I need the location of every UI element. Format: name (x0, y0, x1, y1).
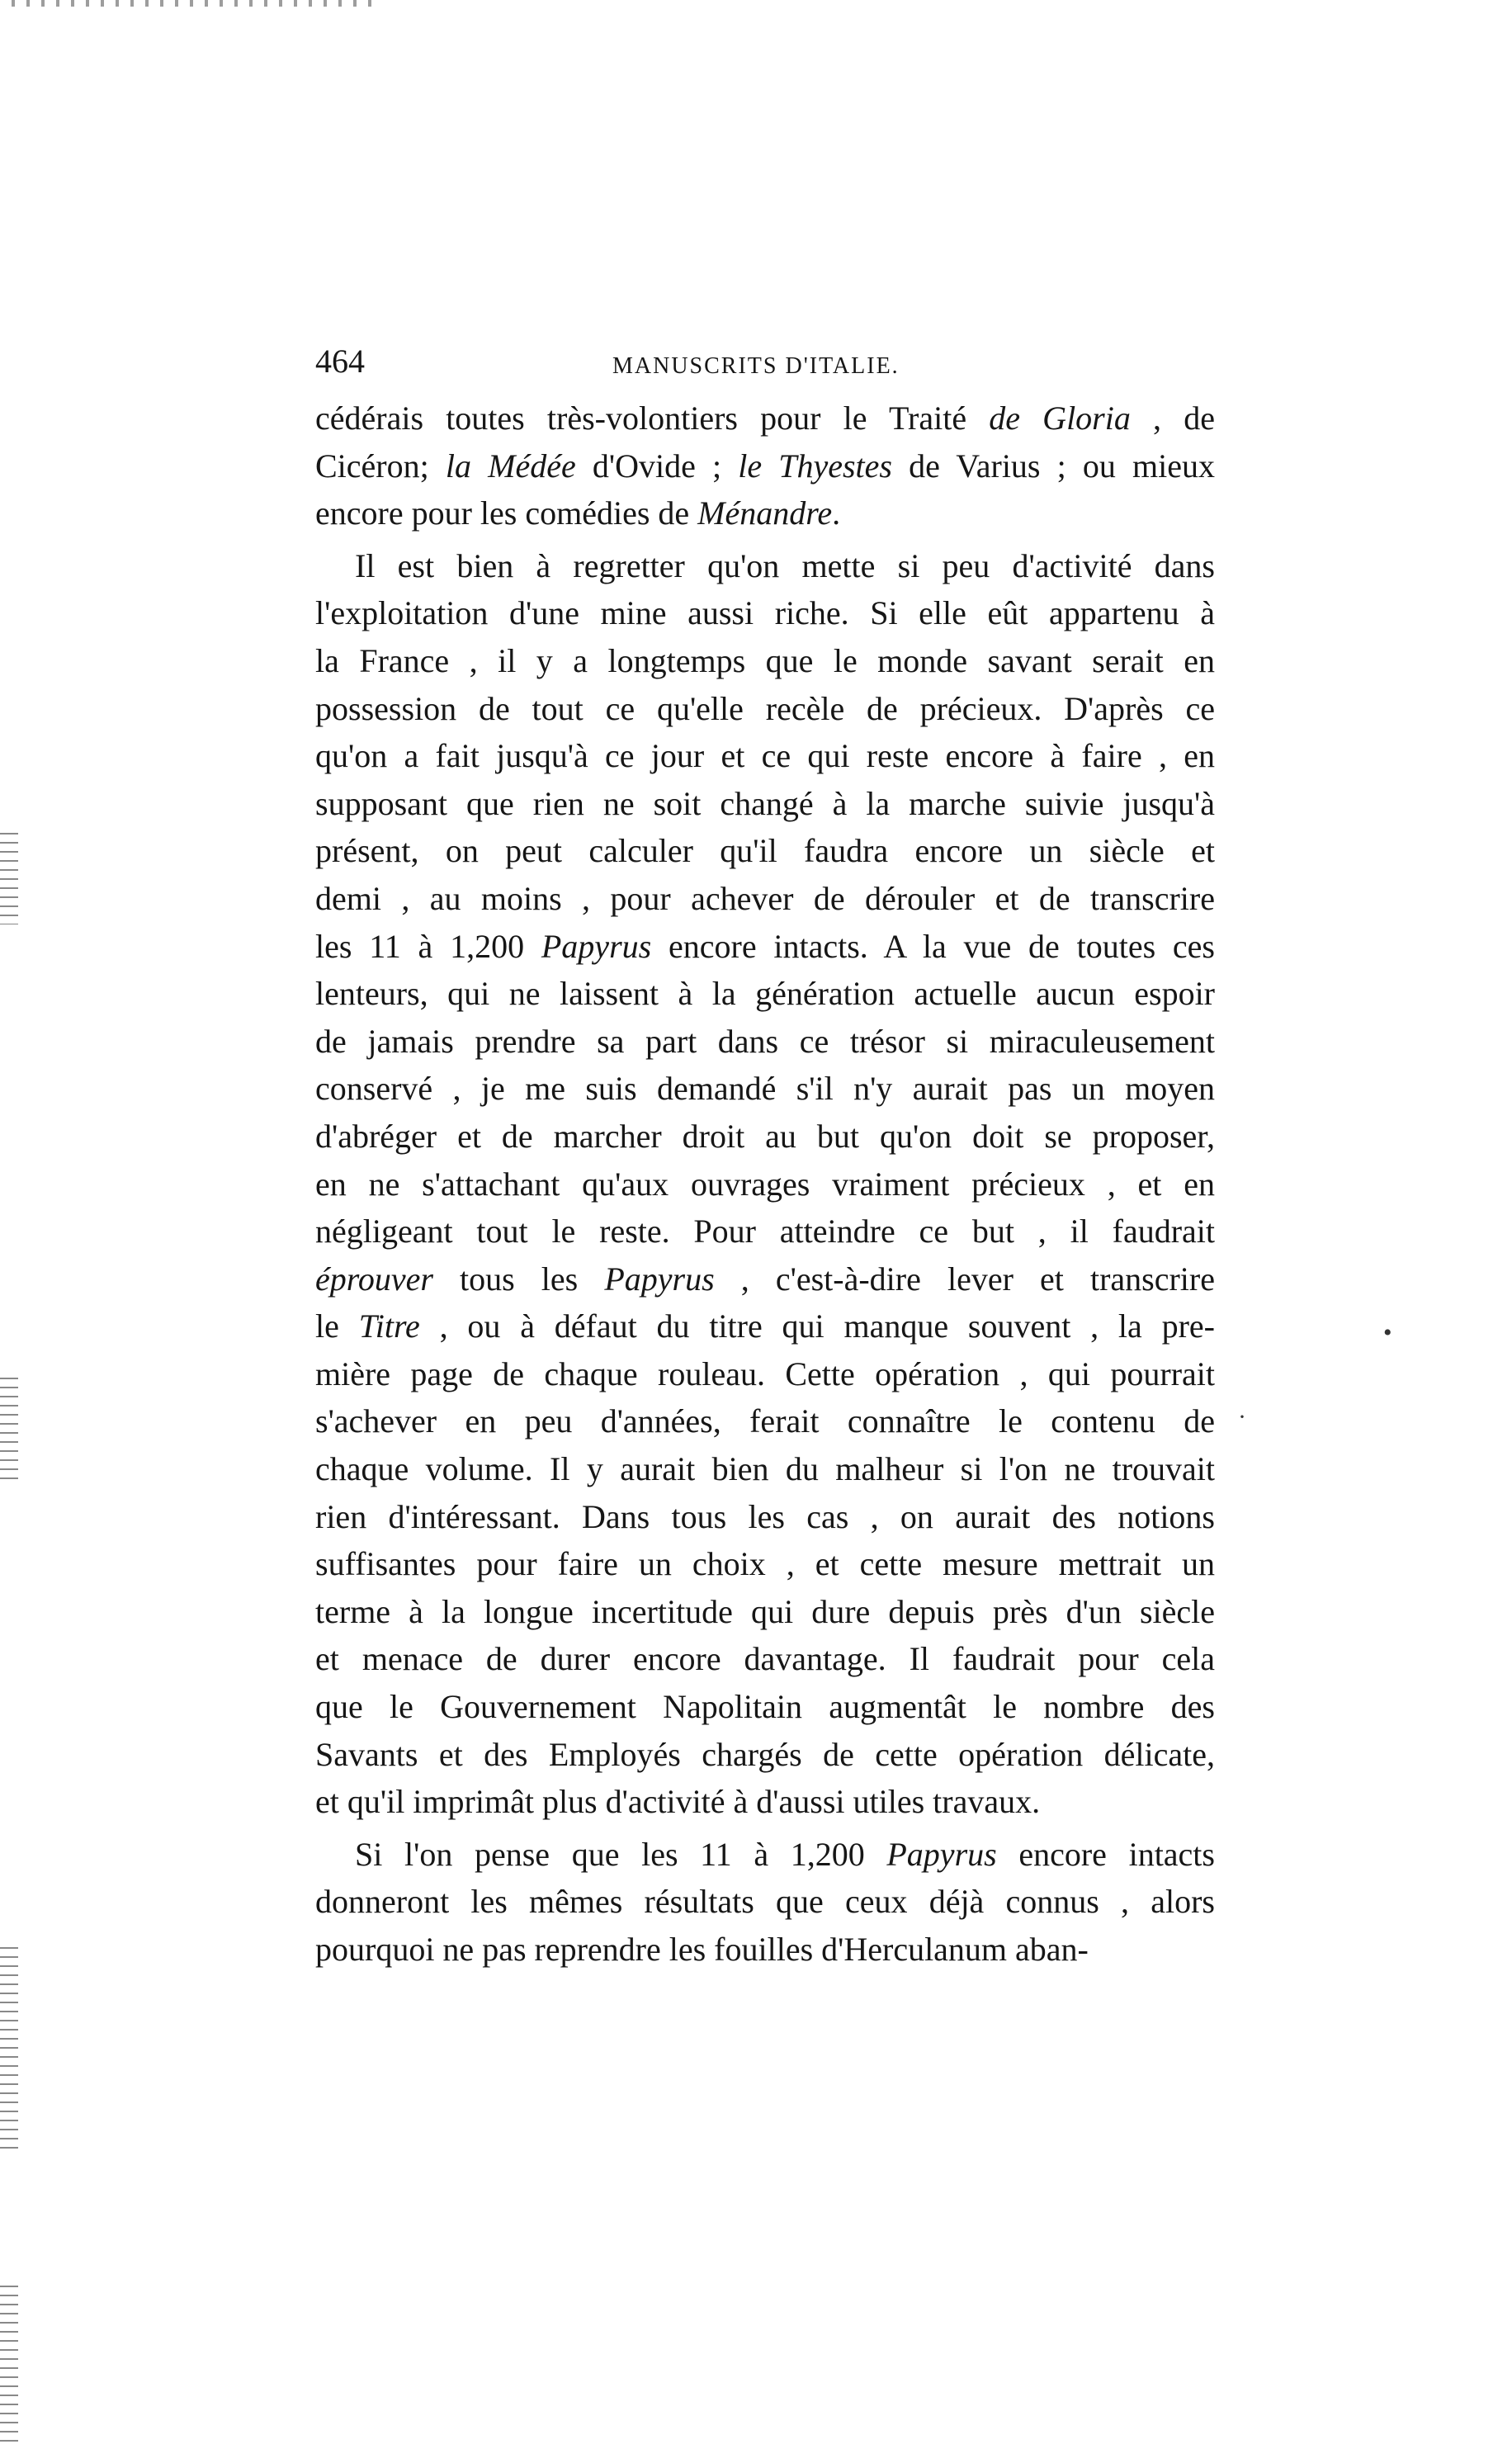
italic-text-run: le Thyestes (738, 447, 892, 485)
italic-text-run: Papyrus (541, 927, 652, 965)
text-run: tous les (432, 1260, 605, 1298)
text-line (315, 1778, 1215, 1826)
text-line (315, 1350, 1215, 1398)
text-run: . (832, 494, 841, 532)
italic-text-run: de Gloria (989, 399, 1131, 437)
text-line (315, 732, 1215, 780)
text-run: d'Ovide ; (575, 447, 739, 485)
text-run: chaque volume. Il y aurait bien du malheur si l'on ne trouvait (315, 1450, 1215, 1488)
text-line (315, 1018, 1215, 1066)
text-line (315, 1588, 1215, 1636)
text-line (315, 589, 1215, 637)
text-run: suffisantes pour faire un choix , et cette mesure mettrait un (315, 1545, 1215, 1583)
running-head: MANUSCRITS D'ITALIE. (612, 353, 900, 379)
text-line (315, 442, 1215, 490)
text-line (315, 780, 1215, 828)
text-run: Savants et des Employés chargés de cette opération délicate, (315, 1735, 1215, 1773)
text-line (315, 1161, 1215, 1208)
text-run: et menace de durer encore davantage. Il faudrait pour cela (315, 1640, 1215, 1678)
text-run: cédérais toutes très-volontiers pour le Traité (315, 399, 990, 437)
scan-dot-mark: · (1238, 1403, 1246, 1430)
text-run: en ne s'attachant qu'aux ouvrages vraiment précieux , et en (315, 1165, 1215, 1203)
scan-edge-speckle-left-4 (0, 2278, 18, 2443)
text-line (315, 875, 1215, 923)
text-line (315, 1831, 1215, 1879)
text-line (315, 1926, 1215, 1974)
text-run: et qu'il imprimât plus d'activité à d'aussi utiles travaux. (315, 1783, 1041, 1821)
text-run: d'abréger et de marcher droit au but qu'on doit se proposer, (315, 1117, 1215, 1155)
text-line (315, 1255, 1215, 1303)
text-line (315, 1303, 1215, 1350)
text-run: de jamais prendre sa part dans ce trésor si miraculeusement (315, 1022, 1215, 1060)
text-run: Cicéron; (315, 447, 446, 485)
text-run: encore intacts (996, 1835, 1215, 1873)
text-line (315, 685, 1215, 733)
text-run: rien d'intéressant. Dans tous les cas , on aurait des notions (315, 1497, 1215, 1535)
text-run: , ou à défaut du titre qui manque souvent , la pre- (419, 1307, 1215, 1345)
text-run: lenteurs, qui ne laissent à la génération actuelle aucun espoir (315, 975, 1215, 1013)
text-run: présent, on peut calculer qu'il faudra encore un siècle et (315, 832, 1215, 870)
text-run: encore intacts. A la vue de toutes ces (651, 927, 1216, 965)
page-number: 464 (315, 343, 365, 380)
text-run: qu'on a fait jusqu'à ce jour et ce qui reste encore à faire , en (315, 737, 1215, 775)
text-run: les 11 à 1,200 (315, 927, 541, 965)
text-line (315, 1493, 1215, 1541)
text-run: le (315, 1307, 359, 1345)
text-run: l'exploitation d'une mine aussi riche. Si elle eût appartenu à (315, 594, 1215, 632)
text-run: que le Gouvernement Napolitain augmentât le nombre des (315, 1688, 1215, 1726)
text-run: négligeant tout le reste. Pour atteindre ce but , il faudrait (315, 1213, 1215, 1251)
text-run: Si l'on pense que les 11 à 1,200 (355, 1835, 887, 1873)
text-line (315, 1878, 1215, 1926)
text-run: pourquoi ne pas reprendre les fouilles d'Herculanum aban- (315, 1931, 1089, 1968)
text-run: donneront les mêmes résultats que ceux déjà connus , alors (315, 1883, 1215, 1921)
text-run: s'achever en peu d'années, ferait connaître le contenu de (315, 1402, 1215, 1440)
text-line (315, 923, 1215, 971)
text-line (315, 1113, 1215, 1161)
text-line (315, 1397, 1215, 1445)
italic-text-run: Titre (358, 1307, 420, 1345)
page-header (315, 337, 1215, 386)
text-line (315, 1731, 1215, 1779)
scan-edge-speckle-left-1 (0, 825, 18, 924)
italic-text-run: Ménandre (697, 494, 833, 532)
paragraph (315, 1831, 1215, 1974)
scan-dot-mark: • (1383, 1319, 1392, 1346)
text-line (315, 1065, 1215, 1113)
italic-text-run: Papyrus (604, 1260, 715, 1298)
text-line (315, 1540, 1215, 1588)
text-line (315, 395, 1215, 442)
text-line (315, 489, 1215, 537)
italic-text-run: éprouver (315, 1260, 433, 1298)
text-run: de Varius ; ou mieux (891, 447, 1216, 485)
text-run: supposant que rien ne soit changé à la marche suivie jusqu'à (315, 784, 1215, 822)
text-line (315, 1208, 1215, 1255)
italic-text-run: Papyrus (886, 1835, 997, 1873)
text-line (315, 827, 1215, 875)
text-run: encore pour les comédies de (315, 494, 698, 532)
text-run: , c'est-à-dire lever et transcrire (714, 1260, 1215, 1298)
text-run: demi , au moins , pour achever de dérouler et de transcrire (315, 879, 1215, 917)
text-run: conservé , je me suis demandé s'il n'y aurait pas un moyen (315, 1070, 1215, 1108)
paragraph (315, 542, 1215, 1826)
scan-edge-speckle-left-2 (0, 1370, 18, 1486)
text-run: possession de tout ce qu'elle recèle de précieux. D'après ce (315, 689, 1215, 727)
text-run: , de (1130, 399, 1215, 437)
paragraph (315, 395, 1215, 537)
text-line (315, 542, 1215, 590)
body-text (315, 395, 1215, 1974)
text-run: la France , il y a longtemps que le monde savant serait en (315, 641, 1215, 679)
text-line (315, 970, 1215, 1018)
text-run: mière page de chaque rouleau. Cette opération , qui pourrait (315, 1355, 1215, 1392)
text-line (315, 1683, 1215, 1731)
text-line (315, 637, 1215, 685)
text-run: Il est bien à regretter qu'on mette si peu d'activité dans (355, 546, 1215, 584)
scan-edge-speckle-left-3 (0, 1940, 18, 2154)
text-line (315, 1445, 1215, 1493)
scan-edge-speckle-top (0, 0, 380, 7)
text-run: terme à la longue incertitude qui dure depuis près d'un siècle (315, 1592, 1215, 1630)
italic-text-run: la Médée (445, 447, 576, 485)
text-line (315, 1635, 1215, 1683)
